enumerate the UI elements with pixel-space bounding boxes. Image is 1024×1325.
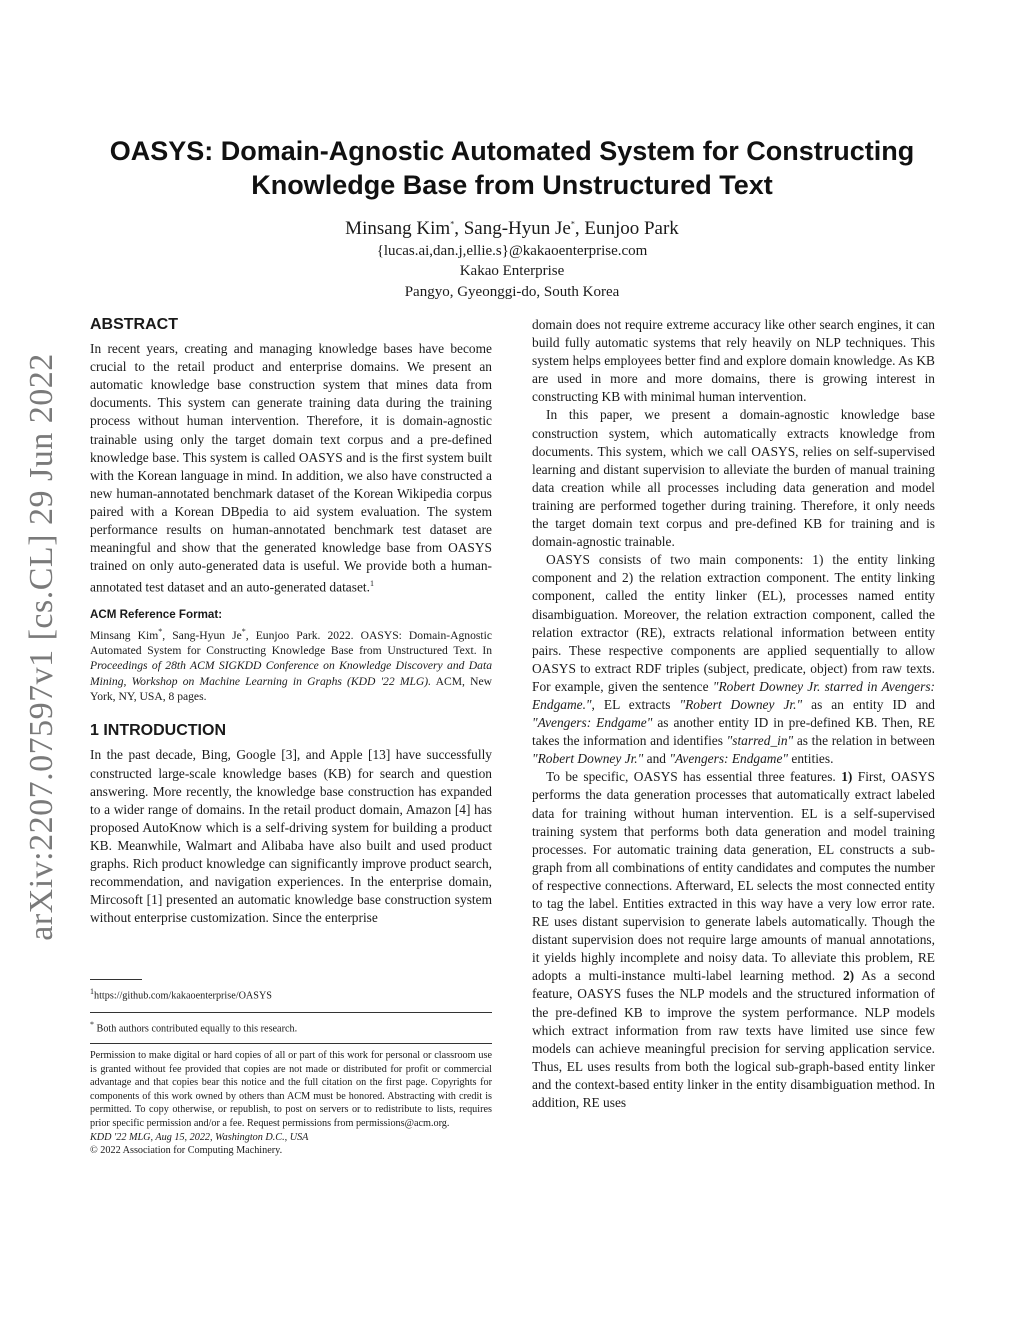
p3-part-g: entities. bbox=[788, 751, 834, 767]
p3-part-b: , EL extracts bbox=[591, 696, 680, 712]
abstract-text bbox=[90, 340, 492, 597]
p4-part-a: To be specific, OASYS has essential three features. bbox=[546, 769, 842, 785]
author-email: {lucas.ai,dan.j,ellie.s}@kakaoenterprise.com bbox=[376, 243, 648, 259]
right-column bbox=[532, 316, 935, 1112]
right-paragraph-3 bbox=[532, 551, 935, 768]
right-paragraph-4 bbox=[532, 768, 935, 1112]
acm-ref-star-1: * bbox=[158, 626, 163, 636]
footnote-2 bbox=[90, 1018, 492, 1036]
copyright-text: © 2022 Association for Computing Machinery. bbox=[90, 1145, 283, 1157]
introduction-heading: 1 INTRODUCTION bbox=[90, 722, 226, 740]
right-paragraph-2: In this paper, we present a domain-agnostic knowledge base construction system, which automatically extracts knowledge from documents. This system, which we call OASYS, relies on self-supervised learning and distant supervision to alleviate the burden of manual training data creation while all processes including data generation and model training are performed together during training. Therefore, it only needs the target domain text corpus and pre-defined KB for training and is domain-agnostic trainable. bbox=[532, 407, 935, 550]
author-3: Eunjoo Park bbox=[584, 218, 679, 239]
abstract-heading: ABSTRACT bbox=[90, 316, 178, 333]
p3-part-f: and bbox=[643, 751, 670, 767]
conference-info: KDD '22 MLG, Aug 15, 2022, Washington D.C., USA bbox=[90, 1131, 309, 1143]
p3-entity-4: "Avengers: Endgame" bbox=[669, 751, 789, 767]
p4-feature-1: 1) bbox=[841, 769, 853, 785]
p4-feature-2: 2) bbox=[842, 968, 855, 984]
permission-text: Permission to make digital or hard copies of all or part of this work for personal or classroom use is granted without fee provided that copies are not made or distributed for profit or commercial advantage and that copies bear this notice and the full citation on the first page. Copyrights for components of this work owned by others than ACM must be honored. Abstracting with credit is permitted. To copy otherwise, or republish, to post on servers or to redistribute to lists, requires prior specific permission and/or a fee. Request permissions from permissions@acm.org. bbox=[90, 1050, 492, 1129]
title-line-1: OASYS: Domain-Agnostic Automated System for Constructing bbox=[109, 136, 915, 166]
equal-contrib-mark-1: * bbox=[450, 219, 455, 229]
footnote-1-url[interactable]: https://github.com/kakaoenterprise/OASYS bbox=[94, 990, 272, 1002]
footnote-2-mark: * bbox=[90, 1020, 94, 1029]
permission-block bbox=[90, 1049, 492, 1158]
footnote-rule-2 bbox=[90, 1012, 492, 1013]
arxiv-stamp-text: arXiv:2207.07597v1 [cs.CL] 29 Jun 2022 bbox=[23, 353, 60, 941]
p3-example-sentence: "Robert Downey Jr. starred in Avengers: Endgame." bbox=[532, 678, 936, 712]
author-list: Minsang Kim*, Sang-Hyun Je*, Eunjoo Park bbox=[345, 218, 679, 239]
introduction-text: In the past decade, Bing, Google [3], and Apple [13] have successfully constructed large-scale knowledge bases (KB) for search and question answering. More recently, the knowledge base construction has expanded to a wider range of domains. In the retail product domain, Amazon [4] has proposed AutoKnow which is a self-driving system for building a product KB. Meanwhile, Walmart and Alibaba have also built and used product graphs. Rich product knowledge can significantly improve product search, recommendation, and navigation experiences. In the enterprise domain, Mircosoft [1] presented an automatic knowledge base construction system without enterprise customization. Since the enterprise bbox=[90, 747, 492, 926]
left-column bbox=[90, 316, 492, 927]
paper-title bbox=[60, 134, 964, 202]
permission-rule bbox=[90, 1043, 492, 1044]
acm-ref-heading: ACM Reference Format: bbox=[90, 607, 223, 621]
p3-part-d: as another entity ID in pre-defined KB. Then, RE takes the information and identifies bbox=[532, 715, 935, 749]
acm-ref-author-2: , Sang-Hyun Je bbox=[162, 628, 242, 642]
acm-ref-author-1: Minsang Kim bbox=[90, 628, 159, 642]
footnote-1-mark: 1 bbox=[90, 987, 94, 996]
author-organization: Kakao Enterprise bbox=[459, 263, 565, 279]
title-line-2: Knowledge Base from Unstructured Text bbox=[251, 170, 773, 200]
p3-relation: "starred_in" bbox=[726, 733, 794, 749]
footnote-rule bbox=[90, 979, 142, 980]
p3-part-e: as the relation in between bbox=[793, 733, 935, 749]
author-1: Minsang Kim bbox=[345, 218, 451, 239]
acm-ref-venue: Proceedings of 28th ACM SIGKDD Conference on Knowledge Discovery and Data Mining, Workshop on Machine Learning in Graphs (KDD '22 MLG). bbox=[90, 659, 492, 688]
acm-ref-body: , Eunjoo Park. 2022. OASYS: Domain-Agnostic Automated System for Constructing Knowledge Base from Unstructured Text. In bbox=[90, 628, 493, 658]
acm-ref-star-2: * bbox=[241, 626, 246, 636]
author-location: Pangyo, Gyeonggi-do, South Korea bbox=[404, 284, 620, 300]
abstract-body: In recent years, creating and managing knowledge bases have become crucial to the retail product and enterprise domains. We present an automatic knowledge base construction system that mines data from documents. This system can generate training data during the training process without human intervention. Therefore, it is domain-agnostic trainable using only the target domain text corpus and a pre-defined knowledge base. This system is called OASYS and is the first system built with the Korean language in mind. In addition, we also have constructed a new human-annotated benchmark dataset of the Korean Wikipedia corpus paired with a Korean DBpedia to aid system evaluation. The system performance results on human-annotated benchmark test dataset are meaningful and show that the generated knowledge base from OASYS trained on only auto-generated data is useful. We provide both a human-annotated test dataset and an auto-generated dataset. bbox=[90, 341, 492, 595]
p3-part-c: as an entity ID and bbox=[802, 696, 935, 712]
acm-ref-text bbox=[90, 624, 492, 704]
footnote-ref-1: 1 bbox=[369, 579, 374, 589]
p4-part-b: First, OASYS performs the data generation processes that automatically extract labeled data for training without human intervention. EL is a self-supervised training system that performs both data generation and model training processes. For automatic training data generation, EL constructs a sub-graph from all combinations of entity candidates and computes the number of respective connections. Afterward, EL selects the most connected entity to tag the label. Entities extracted in this way have a very low error rate. RE uses distant supervision to generate labels automatically. Though the distant supervision does not require large amounts of manual annotations, it yields highly incomplete and noisy data. To alleviate this problem, RE adopts a multi-instance multi-label learning method. bbox=[532, 769, 935, 984]
p3-part-a: OASYS consists of two main components: 1) the entity linking component and 2) the relation extraction component. The entity linking component, called the entity linker (EL), processes named entity disambiguation. Moreover, the relation extraction component, called the relation extractor (RE), extracts relational information between entity pairs. These respective components are applied sequentially to allow OASYS to extract RDF triples (subject, predicate, object) from raw texts. For example, given the sentence bbox=[532, 552, 935, 694]
equal-contrib-mark-2: * bbox=[570, 219, 575, 229]
p3-entity-3: "Robert Downey Jr." bbox=[532, 751, 644, 767]
footnote-2-text: Both authors contributed equally to this research. bbox=[94, 1023, 298, 1035]
right-paragraph-1: domain does not require extreme accuracy like other search engines, it can build fully automatic systems that rely heavily on NLP techniques. This system helps employees better find and explore domain knowledge. As KB are used in more and more domains, there is growing interest in constructing KB with minimal human intervention. bbox=[532, 317, 935, 405]
arxiv-stamp bbox=[22, 352, 62, 942]
p3-entity-1: "Robert Downey Jr." bbox=[679, 696, 803, 712]
p4-part-c: As a second feature, OASYS fuses the NLP models and the structured information of the pre-defined KB to improve the system performance. NLP models which extract information from raw texts have limited use since few models can achieve meaningful precision for serving application service. Thus, EL uses results from both the logical sub-graph-based entity linker and the context-based entity linker in the entity disambiguation method. In addition, RE uses bbox=[532, 968, 936, 1111]
acm-ref-tail: ACM, New York, NY, USA, 8 pages. bbox=[90, 674, 492, 704]
author-2: Sang-Hyun Je bbox=[463, 218, 571, 239]
footnote-1 bbox=[90, 985, 492, 1003]
p3-entity-2: "Avengers: Endgame" bbox=[532, 715, 653, 731]
